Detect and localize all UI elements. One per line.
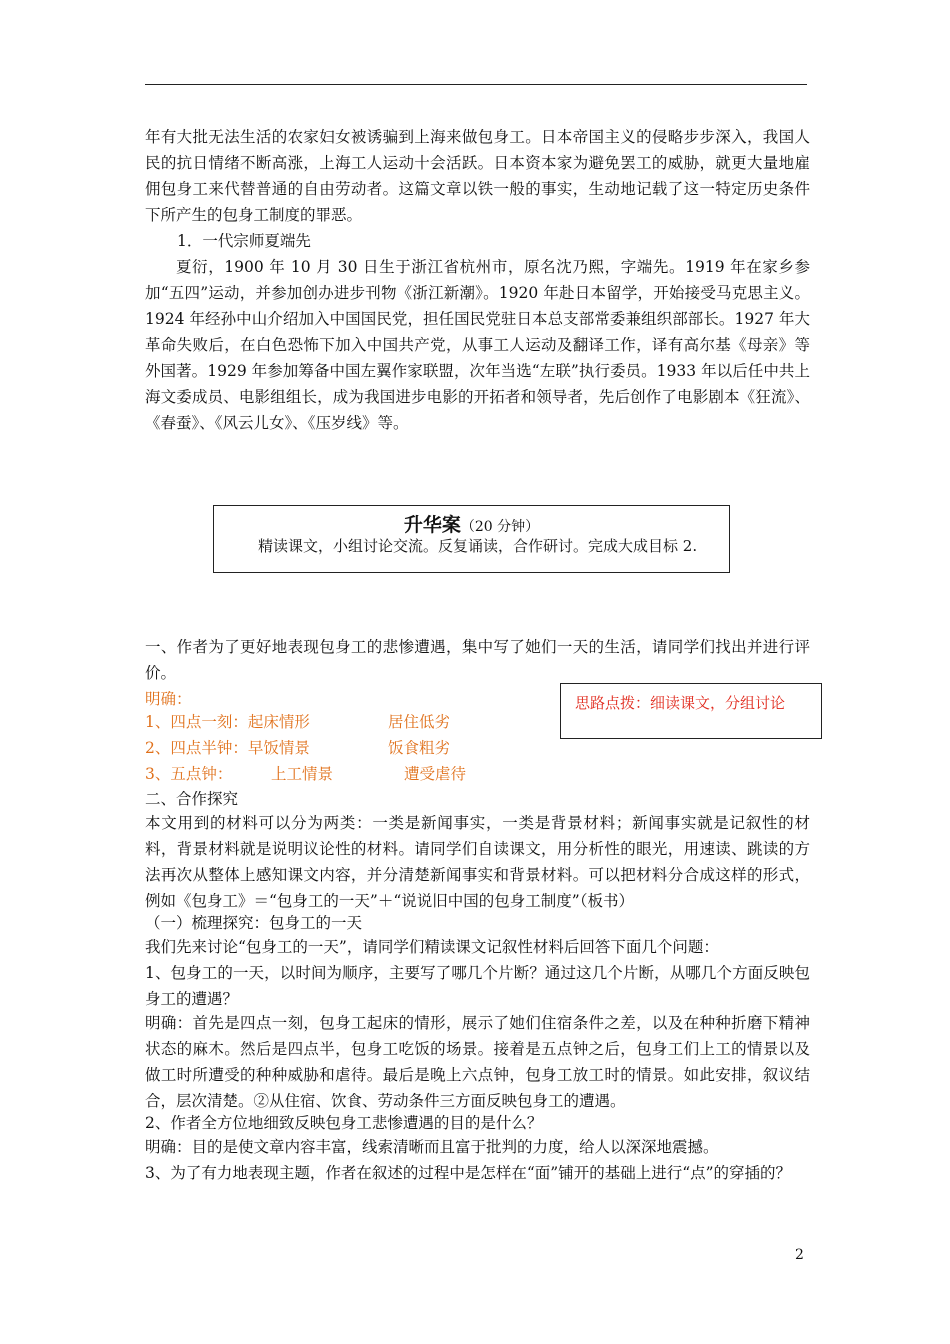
question-3: 3、为了有力地表现主题，作者在叙述的过程中是怎样在“面”铺开的基础上进行“点”的穿插的？ bbox=[145, 1164, 792, 1182]
section2-subheading: （一）梳理探究：包身工的一天 bbox=[145, 914, 363, 932]
answer-label: 明确： bbox=[145, 690, 192, 708]
answer-row-3-aspect: 遭受虐待 bbox=[404, 765, 467, 783]
hint-box bbox=[560, 683, 822, 739]
intro-paragraph: 年有大批无法生活的农家妇女被诱骗到上海来做包身工。日本帝国主义的侵略步步深入，我国人民的抗日情绪不断高涨，上海工人运动十会活跃。日本资本家为避免罢工的威胁，就更大量地雇佣包身工来代替普通的自由劳动者。这篇文章以铁一般的事实，生动地记载了这一特定历史条件下所产生的包身工制度的罪恶。 bbox=[145, 128, 810, 224]
section1-question: 一、作者为了更好地表现包身工的悲惨遭遇，集中写了她们一天的生活，请同学们找出并进行评价。 bbox=[145, 638, 810, 682]
section2-para1: 本文用到的材料可以分为两类：一类是新闻事实，一类是背景材料；新闻事实就是记叙性的材料，背景材料就是说明议论性的材料。请同学们自读课文，用分析性的眼光，用速读、跳读的方法再次从整体上感知课文内容，并分清楚新闻事实和背景材料。可以把材料分合成这样的形式，例如《包身工》＝“包身工的一天”＋“说说旧中国的包身工制度”（板书） bbox=[145, 814, 810, 910]
header-rule bbox=[145, 84, 807, 85]
answer-row-2-aspect: 饭食粗劣 bbox=[388, 739, 451, 757]
question-1: 1、包身工的一天，以时间为顺序，主要写了哪几个片断？通过这几个片断，从哪几个方面反映包身工的遭遇？ bbox=[145, 964, 810, 1008]
hint-text: 思路点拨：细读课文，分组讨论 bbox=[575, 694, 786, 712]
answer-row-3-time: 3、五点钟： bbox=[145, 765, 233, 783]
author-heading: 1．一代宗师夏端先 bbox=[177, 232, 311, 250]
answer-row-1-time: 1、四点一刻：起床情形 bbox=[145, 713, 310, 731]
shenghua-title-text: 升华案 bbox=[403, 514, 461, 536]
author-bio: 夏衍，1900 年 10 月 30 日生于浙江省杭州市，原名沈乃熙，字端先。1919 年在家乡参加“五四”运动，并参加创办进步刊物《浙江新潮》。1920 年赴日本留学，开始接受马克思主义。1924 年经孙中山介绍加入中国国民党，担任国民党驻日本总支部常委兼组织部部长。1927 年大革命失败后，在白色恐怖下加入中国共产党，从事工人运动及翻译工作，译有高尔基《母亲》等外国著。1929 年参加筹备中国左翼作家联盟，次年当选“左联”执行委员。1933 年以后任中共上海文委成员、电影组组长，成为我国进步电影的开拓者和领导者，先后创作了电影剧本《狂流》、《春蚕》、《风云儿女》、《压岁线》等。 bbox=[145, 258, 810, 432]
answer-1: 明确：首先是四点一刻，包身工起床的情形，展示了她们住宿条件之差，以及在种种折磨下精神状态的麻木。然后是四点半，包身工吃饭的场景。接着是五点钟之后，包身工们上工的情景以及做工时所遭受的种种威胁和虐待。最后是晚上六点钟，包身工放工时的情景。如此安排，叙议结合，层次清楚。②从住宿、饮食、劳动条件三方面反映包身工的遭遇。 bbox=[145, 1014, 810, 1110]
shenghua-title bbox=[214, 510, 729, 537]
question-2: 2、作者全方位地细致反映包身工悲惨遭遇的目的是什么？ bbox=[145, 1114, 543, 1132]
section2-lead: 我们先来讨论“包身工的一天”，请同学们精读课文记叙性材料后回答下面几个问题： bbox=[145, 938, 719, 956]
answer-2: 明确：目的是使文章内容丰富，线索清晰而且富于批判的力度，给人以深深地震撼。 bbox=[145, 1138, 719, 1156]
answer-row-3-scene: 上工情景 bbox=[271, 765, 334, 783]
shenghua-box bbox=[213, 505, 730, 573]
page-number: 2 bbox=[795, 1247, 804, 1263]
shenghua-minutes: （20 分钟） bbox=[460, 519, 540, 535]
answer-row-2-time: 2、四点半钟：早饭情景 bbox=[145, 739, 310, 757]
section2-heading: 二、合作探究 bbox=[145, 790, 239, 808]
shenghua-description: 精读课文，小组讨论交流。反复诵读，合作研讨。完成大成目标 2. bbox=[258, 537, 698, 555]
answer-row-1-aspect: 居住低劣 bbox=[388, 713, 451, 731]
